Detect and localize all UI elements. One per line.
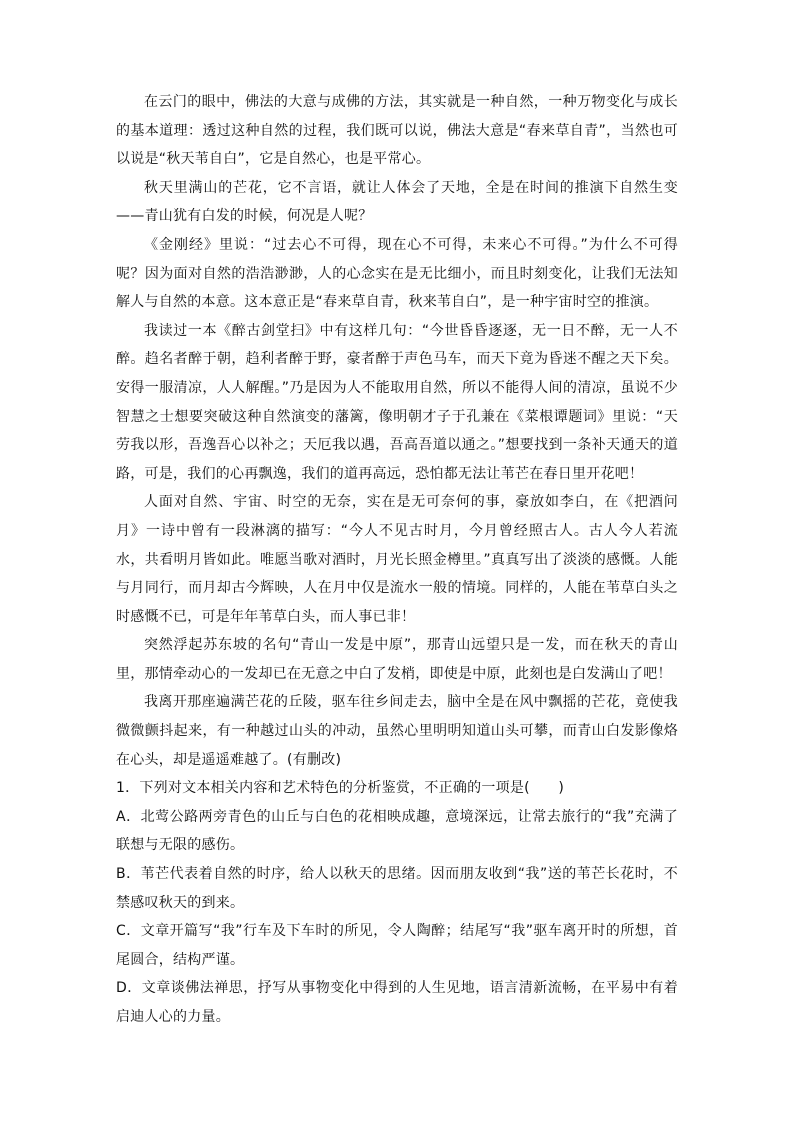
document-page [116, 88, 678, 1032]
article-paragraph-6: 突然浮起苏东坡的名句“青山一发是中原”，那青山远望只是一发，而在秋天的青山里，那情牵动心的一发却已在无意之中白了发梢，即使是中原，此刻也是白发满山了吧！ [116, 637, 678, 682]
article-paragraph-2: 秋天里满山的芒花，它不言语，就让人体会了天地，全是在时间的推演下自然生变——青山犹有白发的时候，何况是人呢？ [116, 179, 678, 225]
question-option-d: D．文章谈佛法禅思，抒写从事物变化中得到的人生见地，语言清新流畅，在平易中有着启迪人心的力量。 [116, 980, 678, 1025]
question-option-b: B．苇芒代表着自然的时序，给人以秋天的思绪。因而朋友收到“我”送的苇芒长花时，不禁感叹秋天的到来。 [116, 866, 678, 911]
article-paragraph-7: 我离开那座遍满芒花的丘陵，驱车往乡间走去，脑中全是在风中飘摇的芒花，竟使我微微颤抖起来，有一种越过山头的冲动，虽然心里明明知道山头可攀，而青山白发影像烙在心头，却是遥遥难越了。(有删改) [116, 694, 678, 768]
article-paragraph-5: 人面对自然、宇宙、时空的无奈，实在是无可奈何的事，豪放如李白，在《把酒问月》一诗中曾有一段淋漓的描写：“今人不见古时月，今月曾经照古人。古人今人若流水，共看明月皆如此。唯愿当歌对酒时，月光长照金樽里。”真真写出了淡淡的感慨。人能与月同行，而月却古今辉映，人在月中仅是流水一般的情境。同样的，人能在苇草白头之时感慨不已，可是年年苇草白头，而人事已非！ [116, 494, 678, 625]
article-paragraph-3: 《金刚经》里说：“过去心不可得，现在心不可得，未来心不可得。”为什么不可得呢？因为面对自然的浩浩渺渺，人的心念实在是无比细小，而且时刻变化，让我们无法知解人与自然的本意。这本意正是“春来草自青，秋来苇自白”，是一种宇宙时空的推演。 [116, 236, 678, 311]
article-paragraph-4: 我读过一本《醉古剑堂扫》中有这样几句：“今世昏昏逐逐，无一日不醉，无一人不醉。趋名者醉于朝，趋利者醉于野，豪者醉于声色马车，而天下竟为昏迷不醒之天下矣。安得一服清凉，人人解醒。”乃是因为人不能取用自然，所以不能得人间的清凉，虽说不少智慧之士想要突破这种自然演变的藩篱，像明朝才子于孔兼在《菜根谭题词》里说：“天劳我以形，吾逸吾心以补之；天厄我以遇，吾高吾道以通之。”想要找到一条补天通天的道路，可是，我们的心再飘逸，我们的道再高远，恐怕都无法让苇芒在春日里开花吧！ [116, 322, 678, 482]
article-paragraph-1: 在云门的眼中，佛法的大意与成佛的方法，其实就是一种自然，一种万物变化与成长的基本道理：透过这种自然的过程，我们既可以说，佛法大意是“春来草自青”，当然也可以说是“秋天苇自白”，它是自然心，也是平常心。 [116, 94, 678, 168]
question-option-a: A．北莺公路两旁青色的山丘与白色的花相映成趣，意境深远，让常去旅行的“我”充满了联想与无限的感伤。 [116, 808, 678, 854]
question-option-c: C．文章开篇写“我”行车及下车时的所见，令人陶醉；结尾写“我”驱车离开时的所想，首尾圆合，结构严谨。 [116, 923, 678, 968]
question-stem: 1．下列对文本相关内容和艺术特色的分析鉴赏，不正确的一项是( ) [116, 780, 565, 797]
